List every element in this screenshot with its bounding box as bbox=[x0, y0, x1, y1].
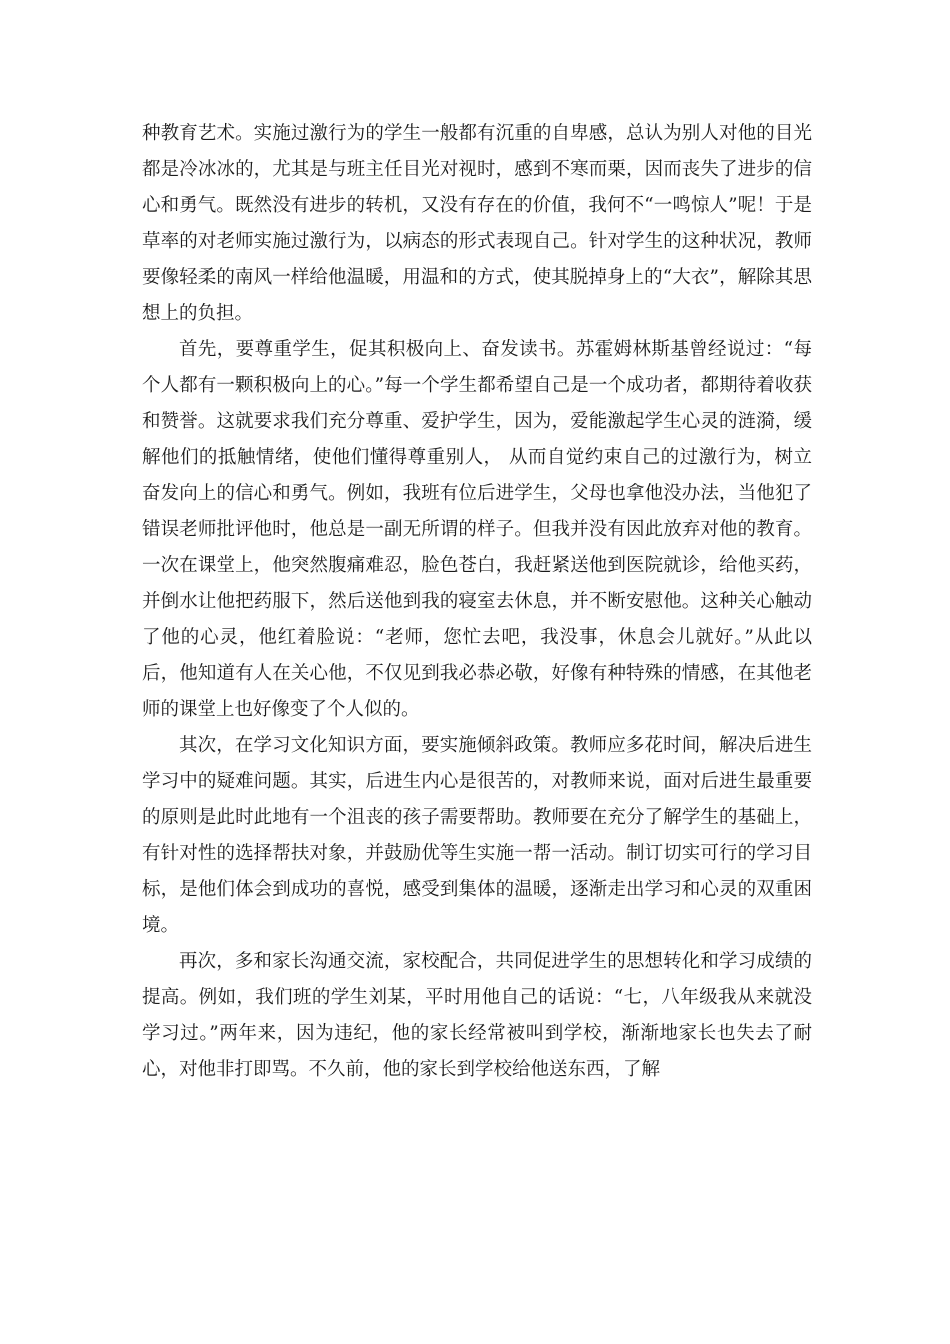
paragraph: 首先，要尊重学生，促其积极向上、奋发读书。苏霍姆林斯基曾经说过：“每个人都有一颗积极向上的心。”每一个学生都希望自己是一个成功者，都期待着收获和赞誉。这就要求我们充分尊重、爱护学生，因为，爱能激起学生心灵的涟漪，缓解他们的抵触情绪，使他们懂得尊重别人， 从而自觉约束自己的过激行为，树立奋发向上的信心和勇气。例如，我班有位后进学生，父母也拿他没办法，当他犯了错误老师批评他时，他总是一副无所谓的样子。但我并没有因此放弃对他的教育。一次在课堂上，他突然腹痛难忍，脸色苍白，我赶紧送他到医院就诊，给他买药，并倒水让他把药服下，然后送他到我的寝室去休息，并不断安慰他。这种关心触动了他的心灵，他红着脸说：“老师，您忙去吧，我没事，休息会儿就好。”从此以后，他知道有人在关心他，不仅见到我必恭必敬，好像有种特殊的情感，在其他老师的课堂上也好像变了个人似的。 bbox=[142, 339, 812, 720]
paragraph: 再次，多和家长沟通交流，家校配合，共同促进学生的思想转化和学习成绩的提高。例如，我们班的学生刘某，平时用他自己的话说：“七，八年级我从来就没学习过。”两年来，因为违纪，他的家长经常被叫到学校，渐渐地家长也失去了耐心，对他非打即骂。不久前，他的家长到学校给他送东西，了解 bbox=[142, 951, 812, 1080]
body-text bbox=[142, 116, 812, 1088]
paragraph: 种教育艺术。实施过激行为的学生一般都有沉重的自卑感，总认为别人对他的目光都是冷冰冰的，尤其是与班主任目光对视时，感到不寒而栗，因而丧失了进步的信心和勇气。既然没有进步的转机，又没有存在的价值，我何不“一鸣惊人”呢！于是草率的对老师实施过激行为，以病态的形式表现自己。针对学生的这种状况，教师要像轻柔的南风一样给他温暖，用温和的方式，使其脱掉身上的“大衣”，解除其思想上的负担。 bbox=[142, 123, 812, 324]
paragraph: 其次，在学习文化知识方面，要实施倾斜政策。教师应多花时间，解决后进生学习中的疑难问题。其实，后进生内心是很苦的，对教师来说，面对后进生最重要的原则是此时此地有一个沮丧的孩子需要帮助。教师要在充分了解学生的基础上，有针对性的选择帮扶对象，并鼓励优等生实施一帮一活动。制订切实可行的学习目标，是他们体会到成功的喜悦，感受到集体的温暖，逐渐走出学习和心灵的双重困境。 bbox=[142, 735, 812, 936]
